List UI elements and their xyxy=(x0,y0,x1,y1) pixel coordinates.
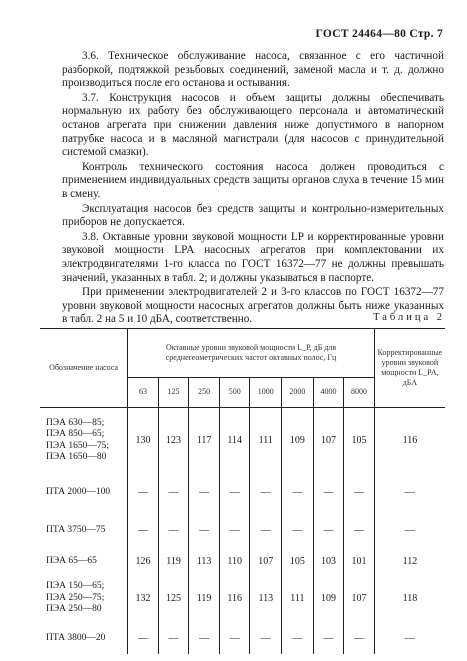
level-cell: 116 xyxy=(219,574,250,624)
level-cell: 113 xyxy=(189,550,220,574)
body-text xyxy=(62,50,444,328)
level-cell: — xyxy=(219,512,250,550)
table-row xyxy=(40,624,445,654)
table-row xyxy=(40,574,445,624)
level-cell: 105 xyxy=(344,408,375,474)
table-row xyxy=(40,408,445,474)
header-freq-1000: 1000 xyxy=(250,377,282,407)
pump-name: ПЭА 65—65 xyxy=(40,550,128,574)
header-freq-4000: 4000 xyxy=(313,377,344,407)
level-cell: — xyxy=(158,512,189,550)
level-cell: 113 xyxy=(250,574,282,624)
level-cell: — xyxy=(128,624,159,654)
level-cell: — xyxy=(344,512,375,550)
paragraph-3-6: 3.6. Техническое обслуживание насоса, связанное с его частичной разборкой, подтяжкой резьбовых соединений, заменой масла и т. д. должно производиться после его останова и остывания. xyxy=(62,50,444,90)
level-cell: 119 xyxy=(158,550,189,574)
level-cell: — xyxy=(158,474,189,512)
page-number: Стр. 7 xyxy=(409,28,443,40)
level-cell: — xyxy=(128,512,159,550)
level-cell: — xyxy=(250,474,282,512)
header-freq-8000: 8000 xyxy=(344,377,375,407)
header-freq-2000: 2000 xyxy=(282,377,314,407)
noise-table xyxy=(40,328,445,654)
paragraph-control: Контроль технического состояния насоса должен проводиться с применением индивидуальных средств защиты органов слуха в течение 15 мин в смену. xyxy=(62,160,444,200)
level-cell: 105 xyxy=(282,550,314,574)
paragraph-motors: При применении электродвигателей 2 и 3-го классов по ГОСТ 16372—77 уровни звуковой мощности насосных агрегатов должны быть ниже указанных в табл. 2 на 5 и 10 дБА, соответственно. xyxy=(62,286,444,326)
paragraph-3-8: 3.8. Октавные уровни звуковой мощности LP и корректированные уровни звуковой мощности LPA насосных агрегатов при комплектовании их электродвигателями 1-го класса по ГОСТ 16372—77 не должны превышать значений, указанных в табл. 2; и должны указываться в паспорте. xyxy=(62,230,444,284)
paragraph-3-7: 3.7. Конструкция насосов и объем защиты должны обеспечивать нормальную их работу без обслуживающего персонала и автоматический останов агрегата при снижении давления ниже допустимого в напорном патрубке насоса и в масляной магистрали (для насосов с принудительной системой смазки). xyxy=(62,91,444,159)
level-cell: — xyxy=(189,474,220,512)
level-cell: — xyxy=(219,474,250,512)
level-cell: 103 xyxy=(313,550,344,574)
corrected-level-cell: 116 xyxy=(402,435,418,447)
level-cell: — xyxy=(282,474,314,512)
level-cell: — xyxy=(158,624,189,654)
level-cell: — xyxy=(313,512,344,550)
corrected-level-cell: — xyxy=(404,487,415,498)
header-freq-500: 500 xyxy=(219,377,250,407)
level-cell: — xyxy=(313,474,344,512)
header-freq-63: 63 xyxy=(128,377,159,407)
level-cell: — xyxy=(219,624,250,654)
page-header xyxy=(316,28,443,40)
table-row xyxy=(40,512,445,550)
level-cell: — xyxy=(250,624,282,654)
level-cell: 107 xyxy=(250,550,282,574)
level-cell: 111 xyxy=(282,574,314,624)
corrected-level-cell: 112 xyxy=(402,556,418,567)
pump-name: ПЭА 150—65; ПЭА 250—75; ПЭА 250—80 xyxy=(40,574,128,624)
header-freq-250: 250 xyxy=(189,377,220,407)
level-cell: 132 xyxy=(128,574,159,624)
table-caption: Таблица 2 xyxy=(373,312,445,323)
paragraph-exploitation: Эксплуатация насосов без средств защиты и контрольно-измерительных приборов не допускается. xyxy=(62,202,444,229)
table-row xyxy=(40,550,445,574)
level-cell: 110 xyxy=(219,550,250,574)
level-cell: — xyxy=(250,512,282,550)
header-pump-designation: Обозначение насоса xyxy=(40,329,128,408)
level-cell: 126 xyxy=(128,550,159,574)
level-cell: — xyxy=(344,474,375,512)
level-cell: 111 xyxy=(250,408,282,474)
level-cell: 109 xyxy=(282,408,314,474)
level-cell: — xyxy=(128,474,159,512)
header-octave-levels: Октавные уровни звуковой мощности L_P, дБ для среднегеометрических частот октавных полос, Гц xyxy=(128,329,375,378)
level-cell: 107 xyxy=(313,408,344,474)
table-row xyxy=(40,474,445,512)
pump-name: ПЭА 630—85; ПЭА 850—65; ПЭА 1650—75; ПЭА 1650—80 xyxy=(40,408,128,474)
level-cell: 125 xyxy=(158,574,189,624)
pump-name: ПТА 3750—75 xyxy=(40,512,128,550)
pump-name: ПТА 2000—100 xyxy=(40,474,128,512)
level-cell: — xyxy=(313,624,344,654)
level-cell: 114 xyxy=(219,408,250,474)
header-freq-125: 125 xyxy=(158,377,189,407)
level-cell: 119 xyxy=(189,574,220,624)
level-cell: 107 xyxy=(344,574,375,624)
corrected-level-cell: — xyxy=(404,633,415,644)
level-cell: 123 xyxy=(158,408,189,474)
pump-name: ПТА 3800—20 xyxy=(40,624,128,654)
level-cell: — xyxy=(344,624,375,654)
level-cell: 101 xyxy=(344,550,375,574)
level-cell: 130 xyxy=(128,408,159,474)
level-cell: 109 xyxy=(313,574,344,624)
standard-number: ГОСТ 24464—80 xyxy=(315,28,407,40)
level-cell: 117 xyxy=(189,408,220,474)
header-corrected-level: Корректированные уровни звуковой мощности L_PA, дБА xyxy=(374,329,445,408)
corrected-level-cell: 118 xyxy=(402,593,418,604)
level-cell: — xyxy=(189,624,220,654)
corrected-level-cell: — xyxy=(404,525,415,536)
level-cell: — xyxy=(282,512,314,550)
level-cell: — xyxy=(189,512,220,550)
level-cell: — xyxy=(282,624,314,654)
